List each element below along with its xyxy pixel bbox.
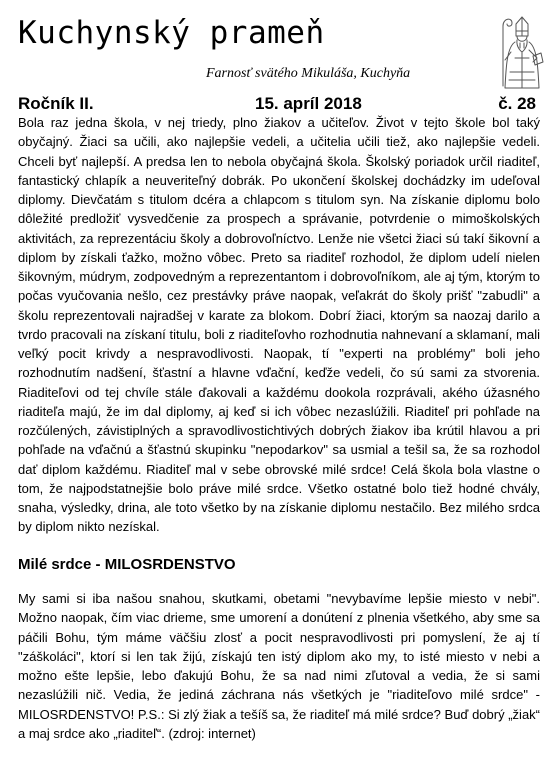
saint-nicholas-bishop-icon [497,12,547,90]
article-paragraph: Bola raz jedna škola, v nej triedy, plno žiakov a učiteľov. Život v tejto škole bol taký obyčajný. Žiaci sa učili, ako najlepšie vedeli, a učitelia učili tiež, ako najlepšie vedeli. Chceli byť najlepší. A predsa len to nebola obyčajná škola. Školský poriadok určil riaditeľ, fantastický chlapík a neuveriteľný dobrák. Po ukončení školskej dochádzky im udeľoval diplomy. Dievčatám s titulom dcéra a chlapcom s titulom syn. Na získanie diplomu bolo dôležité predložiť vysvedčenie za prospech a správanie, potvrdenie o mimoškolských aktivitách, za reprezentáciu školy a dobrovoľníctvo. Lenže nie všetci žiaci sú takí šikovní a diplom by získali ťažko, možno vôbec. Preto sa riaditeľ rozhodol, že diplom udelí nielen šikovným, múdrym, zodpovedným a reprezentantom i dobrovoľníkom, ale aj tým, ktorým to počas vyučovania nešlo, cez prestávky práve naopak, veľakrát do školy prišť "zabudli" a školu reprezentovali najradšej v karate za blokom. Dobrí žiaci, ktorým sa naozaj darilo a tvrdo pracovali na získaní titulu, boli z riaditeľovho rozhodnutia nahnevaní a sklamaní, mali veľký pocit krivdy a nespravodlivosti. Naopak, tí "experti na problémy" boli jeho rozhodnutím nadšení, šťastní a hlavne vďační, keďže vedeli, čo sú sami za stvorenia. Riaditeľovi od tej chvíle stále ďakovali a každému dookola rozprávali, akého úžasného riaditeľa majú, že im dal diplomy, aj keď si ich vôbec nezaslúžili. Riaditeľ pri pohľade na rozčúlených, závistiplných a spravodlivostichtivých dobrých žiakov iba krútil hlavou a pri pohľade na vďačnú a šťastnú skupinku "nepodarkov" sa usmial a tešil sa, že sa rozhodol dať diplom každému. Riaditeľ mal v sebe obrovské milé srdce! Celá škola bola vlastne o tom, že najpodstatnejšie bolo práve milé srdce. Všetko ostatné bolo tiež hodné chvály, snaha, výsledky, drina, ale toto všetko by na získanie diplomu nestačilo. Bez milého srdca by diplom nikto nezískal. [18,115,540,535]
masthead-title: Kuchynský prameň [18,15,325,51]
issue-number: č. 28 [498,94,536,113]
masthead-subtitle: Farnosť svätého Mikuláša, Kuchyňa [206,66,411,81]
issue-info [18,94,536,114]
volume-label: Ročník II. [18,94,94,113]
issue-date: 15. apríl 2018 [255,94,362,113]
article-paragraph: My sami si iba našou snahou, skutkami, obetami "nevybavíme lepšie miesto v nebi". Možno naopak, čím viac drieme, sme umorení a donútení z plnenia všetkého, aby sme sa páčili Bohu, tým máme väčšiu zlosť a pocit nespravodlivosti pri pomyslení, že aj tí "záškoláci", ktorí si len tak žijú, získajú ten istý diplom ako my, to isté miesto v nebi a možno ešte lepšie, lebo ďakujú Bohu, že sa nad nimi zľutoval a vedia, že si sami nezaslúžili nič. Vedia, že jediná záchrana nás všetkých je "riaditeľovo milé srdce" - MILOSRDENSTVO! P.S.: Si zlý žiak a tešíš sa, že riaditeľ má milé srdce? Buď dobrý „žiak“ a maj srdce ako „riaditeľ“. (zdroj: internet) [18,591,540,741]
section-heading: Milé srdce - MILOSRDENSTVO [18,556,236,573]
